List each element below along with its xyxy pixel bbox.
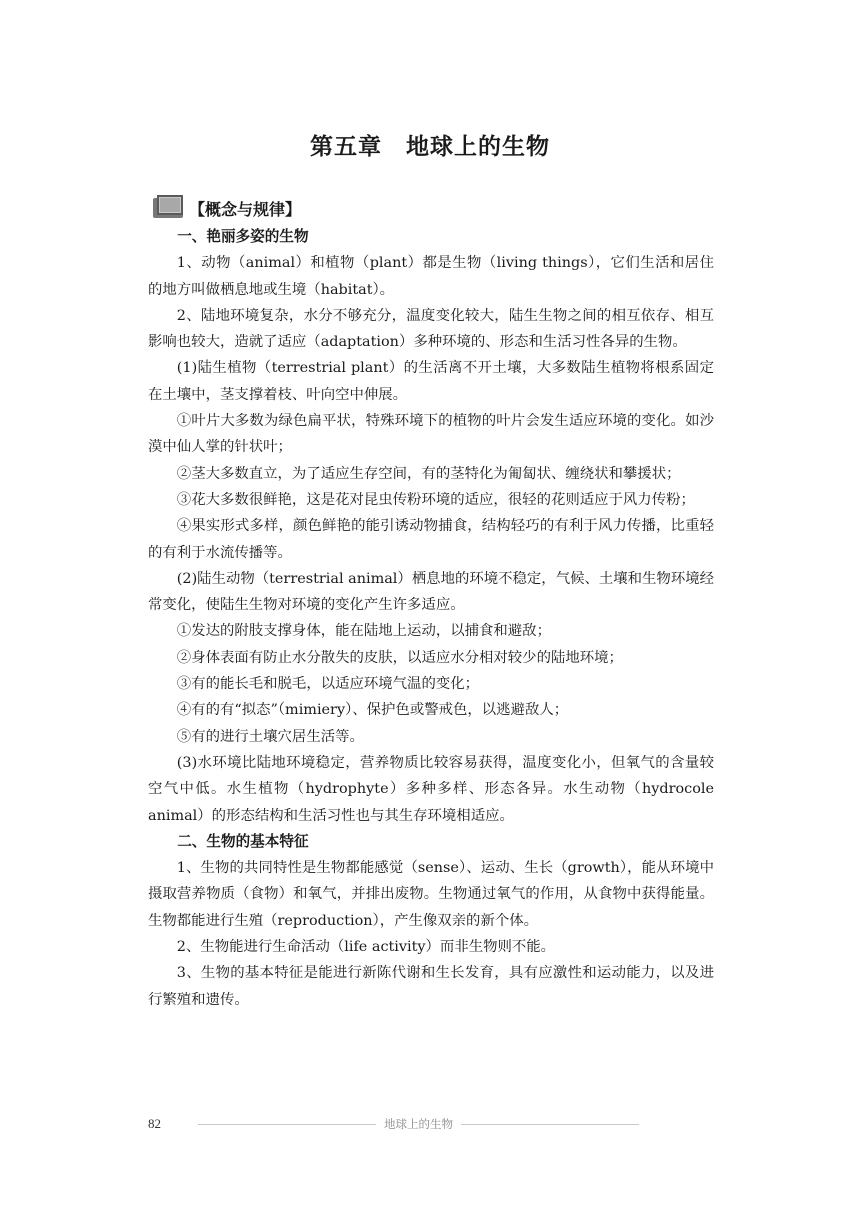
section-heading: 一、艳丽多姿的生物 — [177, 228, 309, 245]
footer-divider-left — [198, 1124, 376, 1125]
body-text — [148, 224, 714, 1013]
paragraph: ①发达的附肢支撑身体，能在陆地上运动，以捕食和避敌； — [176, 623, 551, 640]
footer-divider-right — [461, 1124, 639, 1125]
paragraph: (2)陆生动物（terrestrial animal）栖息地的环境不稳定，气候、土壤和生物环境经常变化，使陆生生物对环境的变化产生许多适应。 — [148, 570, 714, 614]
paragraph: (1)陆生植物（terrestrial plant）的生活离不开土壤，大多数陆生植物将根系固定在土壤中，茎支撑着枝、叶向空中伸展。 — [148, 360, 714, 403]
chapter-title: 第五章 地球上的生物 — [310, 134, 550, 160]
section-heading: 二、生物的基本特征 — [177, 832, 309, 850]
section-label: 【概念与规律】 — [189, 199, 302, 219]
paragraph: 3、生物的基本特征是能进行新陈代谢和生长发育，具有应激性和运动能力，以及进行繁殖和遗传。 — [148, 965, 714, 1008]
paragraph: 2、陆地环境复杂，水分不够充分，温度变化较大，陆生生物之间的相互依存、相互影响也较大，造就了适应（adaptation）多种环境的、形态和生活习性各异的生物。 — [148, 307, 714, 351]
paragraph: ③有的能长毛和脱毛，以适应环境气温的变化； — [176, 676, 480, 693]
paragraph: 1、生物的共同特性是生物都能感觉（sense）、运动、生长（growth），能从环境中摄取营养物质（食物）和氧气，并排出废物。生物通过氧气的作用，从食物中获得能量。生物都能进行生殖（reproduction），产生像双亲的新个体。 — [148, 860, 714, 929]
paragraph: ④果实形式多样，颜色鲜艳的能引诱动物捕食，结构轻巧的有利于风力传播，比重轻的有利于水流传播等。 — [148, 518, 714, 561]
paragraph: (3)水环境比陆地环境稳定，营养物质比较容易获得，温度变化小，但氧气的含量较空气中低。水生植物（hydrophyte）多种多样、形态各异。水生动物（hydrocole animal）的形态结构和生活习性也与其生存环境相适应。 — [148, 754, 714, 824]
page-number: 82 — [148, 1116, 161, 1131]
paragraph: ②茎大多数直立，为了适应生存空间，有的茎特化为匍匐状、缠绕状和攀援状； — [176, 465, 681, 482]
paragraph: ④有的有“拟态”（mimiery）、保护色或警戒色，以逃避敌人； — [176, 702, 569, 719]
page-footer — [148, 1114, 714, 1134]
paragraph: ⑤有的进行土壤穴居生活等。 — [176, 728, 364, 745]
paragraph: 1、动物（animal）和植物（plant）都是生物（living things），它们生活和居住的地方叫做栖息地或生境（habitat）。 — [148, 255, 714, 298]
paragraph: ③花大多数很鲜艳，这是花对昆虫传粉环境的适应，很轻的花则适应于风力传粉； — [176, 491, 695, 508]
running-title: 地球上的生物 — [384, 1117, 453, 1131]
book-icon — [153, 195, 187, 221]
paragraph: ②身体表面有防止水分散失的皮肤，以适应水分相对较少的陆地环境； — [176, 649, 623, 666]
section-header — [153, 194, 301, 222]
paragraph: 2、生物能进行生命活动（life activity）而非生物则不能。 — [176, 939, 556, 956]
paragraph: ①叶片大多数为绿色扁平状，特殊环境下的植物的叶片会发生适应环境的变化。如沙漠中仙人掌的针状叶； — [148, 413, 714, 456]
